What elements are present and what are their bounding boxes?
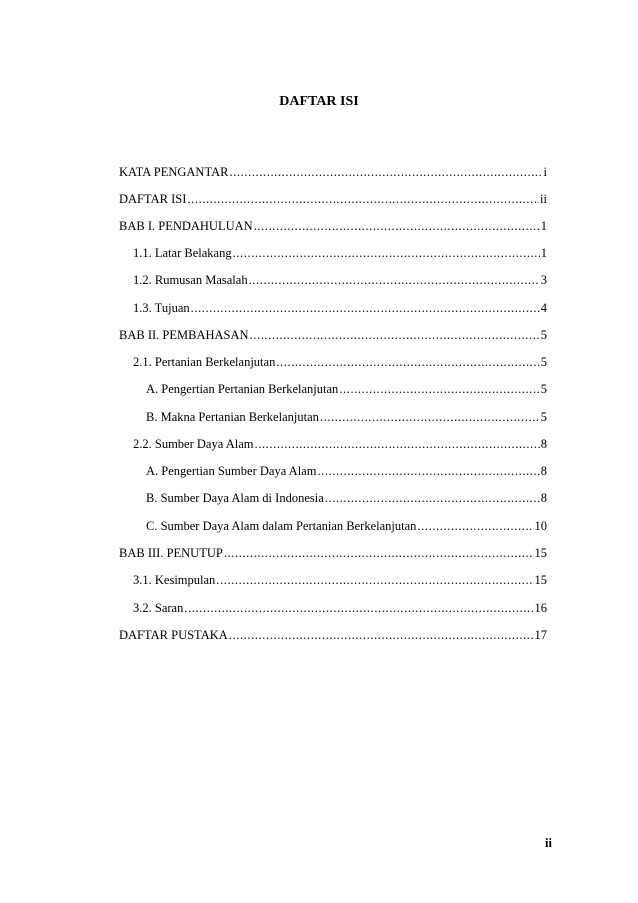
toc-entry[interactable] [133, 436, 547, 452]
toc-entry[interactable] [146, 381, 547, 397]
toc-entry-label: KATA PENGANTAR [119, 165, 229, 179]
dot-leader [276, 354, 539, 370]
toc-entry-label: 3.1. Kesimpulan [133, 573, 216, 587]
toc-entry-label: BAB I. PENDAHULUAN [119, 219, 253, 233]
dot-leader [187, 191, 539, 207]
toc-entry[interactable] [133, 354, 547, 370]
toc-entry[interactable] [119, 545, 547, 561]
toc-entry-label: DAFTAR ISI [119, 192, 187, 206]
dot-leader [250, 327, 540, 343]
dot-leader [216, 572, 533, 588]
toc-entry-page: 5 [540, 328, 547, 342]
dot-leader [191, 300, 540, 316]
toc-entry-page: 8 [540, 437, 547, 451]
toc-entry-page: 5 [540, 410, 547, 424]
toc-entry-page: 5 [540, 382, 547, 396]
dot-leader [249, 272, 540, 288]
toc-entry-label: 1.1. Latar Belakang [133, 246, 232, 260]
toc-entry-label: DAFTAR PUSTAKA [119, 628, 228, 642]
toc-entry-page: 5 [540, 355, 547, 369]
toc-entry-label: BAB II. PEMBAHASAN [119, 328, 249, 342]
toc-entry[interactable] [146, 409, 547, 425]
dot-leader [233, 245, 540, 261]
toc-entry-page: i [543, 165, 547, 179]
toc-entry-label: B. Sumber Daya Alam di Indonesia [146, 491, 324, 505]
dot-leader [325, 490, 540, 506]
dot-leader [229, 164, 542, 180]
dot-leader [229, 627, 534, 643]
toc-entry[interactable] [133, 300, 547, 316]
toc-entry-page: 15 [534, 573, 547, 587]
toc-entry-page: 1 [540, 219, 547, 233]
toc-entry-label: A. Pengertian Pertanian Berkelanjutan [146, 382, 339, 396]
toc-entry-page: 17 [534, 628, 547, 642]
dot-leader [317, 463, 539, 479]
dot-leader [184, 600, 533, 616]
toc-entry-label: 3.2. Saran [133, 601, 184, 615]
dot-leader [339, 381, 539, 397]
toc-entry[interactable] [119, 327, 547, 343]
toc-entry[interactable] [133, 245, 547, 261]
toc-entry[interactable] [146, 463, 547, 479]
toc-entry-page: 8 [540, 491, 547, 505]
page-title: DAFTAR ISI [279, 94, 359, 109]
toc-entry-page: 4 [540, 301, 547, 315]
toc-entry-page: 8 [540, 464, 547, 478]
toc-entry-label: B. Makna Pertanian Berkelanjutan [146, 410, 319, 424]
toc-entry-label: C. Sumber Daya Alam dalam Pertanian Berkelanjutan [146, 519, 417, 533]
dot-leader [254, 436, 539, 452]
dot-leader [254, 218, 540, 234]
toc-entry[interactable] [133, 572, 547, 588]
toc-entry-page: 1 [540, 246, 547, 260]
dot-leader [320, 409, 540, 425]
toc-entry[interactable] [146, 490, 547, 506]
dot-leader [224, 545, 534, 561]
toc-entry-label: 1.2. Rumusan Masalah [133, 273, 248, 287]
toc-entry-label: A. Pengertian Sumber Daya Alam [146, 464, 317, 478]
toc-entry-label: 2.2. Sumber Daya Alam [133, 437, 254, 451]
toc-entry-label: 1.3. Tujuan [133, 301, 190, 315]
toc-entry[interactable] [146, 518, 547, 534]
toc-entry[interactable] [133, 272, 547, 288]
toc-entry-page: 16 [534, 601, 547, 615]
toc-entry[interactable] [119, 164, 547, 180]
toc-entry[interactable] [119, 218, 547, 234]
toc-entry-label: 2.1. Pertanian Berkelanjutan [133, 355, 276, 369]
toc-entry[interactable] [119, 191, 547, 207]
toc-entry[interactable] [119, 627, 547, 643]
toc-entry-label: BAB III. PENUTUP [119, 546, 223, 560]
toc-entry-page: 15 [534, 546, 547, 560]
toc-entry[interactable] [133, 600, 547, 616]
toc-entry-page: 3 [540, 273, 547, 287]
toc-entry-page: ii [540, 192, 547, 206]
toc-entry-page: 10 [534, 519, 547, 533]
page-number: ii [545, 836, 552, 850]
dot-leader [417, 518, 533, 534]
